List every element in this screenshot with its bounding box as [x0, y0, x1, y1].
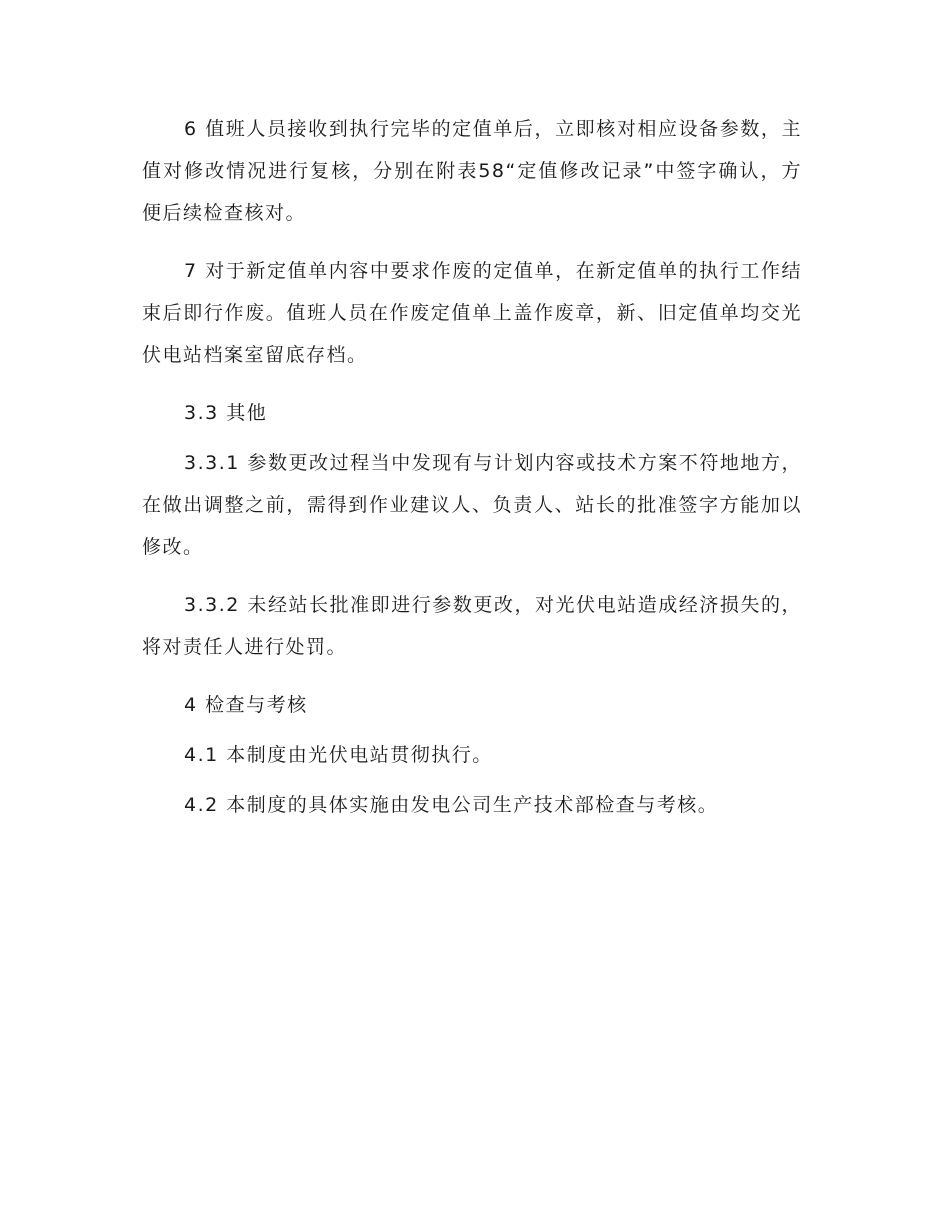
paragraph-6: 6 值班人员接收到执行完毕的定值单后，立即核对相应设备参数，主值对修改情况进行复核，分别在附表58“定值修改记录”中签字确认，方便后续检查核对。 — [142, 118, 802, 224]
paragraph-4-2: 4.2 本制度的具体实施由发电公司生产技术部检查与考核。 — [184, 794, 719, 816]
section-heading-4: 4 检查与考核 — [184, 694, 308, 716]
paragraph-3-3-2: 3.3.2 未经站长批准即进行参数更改，对光伏电站造成经济损失的，将对责任人进行处罚。 — [142, 594, 802, 658]
section-heading-3-3: 3.3 其他 — [184, 402, 268, 424]
document-page — [142, 108, 802, 842]
paragraph-3-3-1: 3.3.1 参数更改过程当中发现有与计划内容或技术方案不符地地方，在做出调整之前，需得到作业建议人、负责人、站长的批准签字方能加以修改。 — [142, 452, 802, 558]
paragraph-4-1: 4.1 本制度由光伏电站贯彻执行。 — [184, 744, 493, 766]
paragraph-7: 7 对于新定值单内容中要求作废的定值单，在新定值单的执行工作结束后即行作废。值班人员在作废定值单上盖作废章，新、旧定值单均交光伏电站档案室留底存档。 — [142, 260, 802, 366]
